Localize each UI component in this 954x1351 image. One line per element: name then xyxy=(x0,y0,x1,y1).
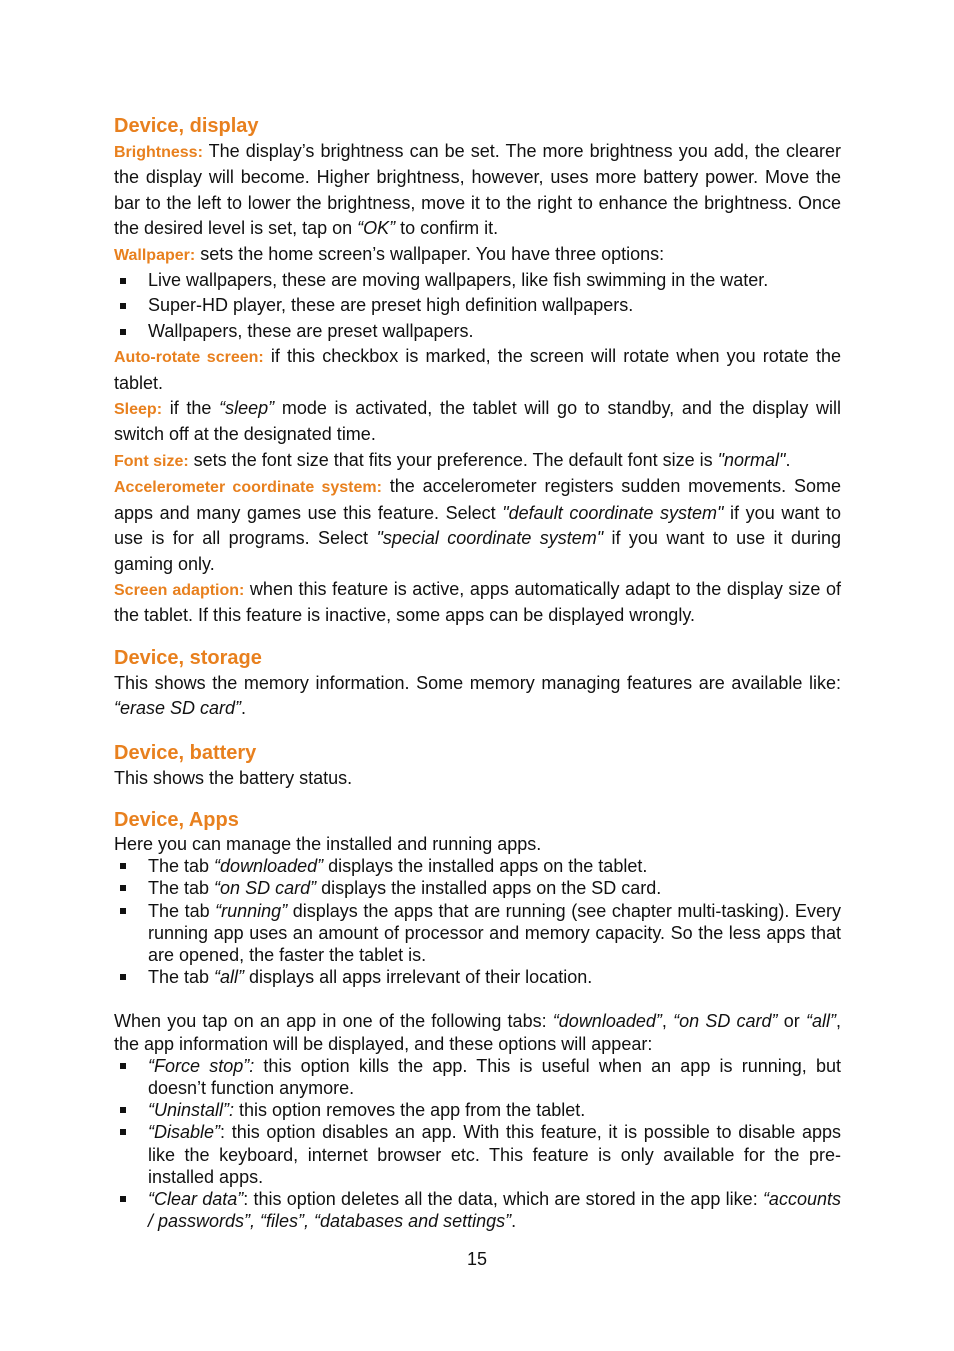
storage-paragraph: This shows the memory information. Some memory managing features are available like: “erase SD card”. xyxy=(114,672,841,719)
brightness-paragraph: Brightness: The display’s brightness can be set. The more brightness you add, the clearer the display will become. Higher brightness, however, uses more battery power. Move the bar to the left to lower the brightness, move it to the right to enhance the brightness. Once the desired level is set, tap on “OK” to confirm it. xyxy=(114,141,841,239)
autorotate-paragraph: Auto-rotate screen: if this checkbox is marked, the screen will rotate when you rotate the tablet. xyxy=(114,346,842,393)
heading-device-storage: Device, storage xyxy=(114,646,262,669)
sleep-paragraph: Sleep: if the “sleep” mode is activated, the tablet will go to standby, and the display will switch off at the designated time. xyxy=(114,398,841,445)
brightness-term: Brightness: xyxy=(114,144,203,161)
autorotate-term: Auto-rotate screen: xyxy=(114,349,264,367)
list-item: “Uninstall”: this option removes the app from the tablet. xyxy=(114,1099,841,1121)
wallpaper-options-list xyxy=(114,268,841,344)
app-info-paragraph: When you tap on an app in one of the following tabs: “downloaded”, “on SD card” or “all”, the app information will be displayed, and these options will appear: xyxy=(114,1011,841,1054)
list-item: The tab “all” displays all apps irrelevant of their location. xyxy=(114,966,841,988)
spacer xyxy=(114,988,841,1010)
fontsize-paragraph: Font size: sets the font size that fits your preference. The default font size is "normal". xyxy=(114,449,791,470)
list-item: “Disable”: this option disables an app. With this feature, it is possible to disable apps like the keyboard, internet browser etc. This feature is only available for the pre-installed apps. xyxy=(114,1121,841,1188)
apps-tabs-list xyxy=(114,855,841,988)
accelerometer-paragraph: Accelerometer coordinate system: the accelerometer registers sudden movements. Some apps and many games use this feature. Select "default coordinate system" if you want to use is for all programs. Select "special coordinate system" if you want to use it during gaming only. xyxy=(114,476,842,574)
sleep-term: Sleep: xyxy=(114,401,163,419)
wallpaper-term: Wallpaper: xyxy=(114,246,196,264)
list-item: The tab “running” displays the apps that are running (see chapter multi-tasking). Every running app uses an amount of processor and memory capacity. So the less apps that are opened, the faster the tablet is. xyxy=(114,900,841,967)
screen-adaption-term: Screen adaption: xyxy=(114,581,245,599)
accelerometer-term: Accelerometer coordinate system: xyxy=(114,479,382,497)
heading-device-battery: Device, battery xyxy=(114,741,257,764)
list-item: Live wallpapers, these are moving wallpapers, like fish swimming in the water. xyxy=(114,268,841,293)
page-number: 15 xyxy=(466,1249,488,1269)
wallpaper-paragraph: Wallpaper: sets the home screen’s wallpaper. You have three options: xyxy=(114,243,665,264)
heading-device-display: Device, display xyxy=(114,115,259,137)
screen-adaption-paragraph: Screen adaption: when this feature is active, apps automatically adapt to the display size of the tablet. If this feature is inactive, some apps can be displayed wrongly. xyxy=(114,578,841,626)
heading-device-apps: Device, Apps xyxy=(114,808,239,831)
list-item: “Clear data”: this option deletes all the data, which are stored in the app like: “accounts / passwords”, “files”, “databases and settings”. xyxy=(114,1188,841,1232)
list-item: The tab “on SD card” displays the installed apps on the SD card. xyxy=(114,877,841,899)
app-options-list xyxy=(114,1055,841,1233)
apps-intro: Here you can manage the installed and running apps. xyxy=(114,833,542,854)
fontsize-term: Font size: xyxy=(114,452,189,470)
battery-paragraph: This shows the battery status. xyxy=(114,767,353,788)
list-item: Super-HD player, these are preset high definition wallpapers. xyxy=(114,293,841,318)
list-item: The tab “downloaded” displays the installed apps on the tablet. xyxy=(114,855,841,877)
list-item: Wallpapers, these are preset wallpapers. xyxy=(114,319,841,344)
list-item: “Force stop”: this option kills the app. This is useful when an app is running, but doesn’t function anymore. xyxy=(114,1055,841,1099)
page-content xyxy=(114,113,841,1232)
